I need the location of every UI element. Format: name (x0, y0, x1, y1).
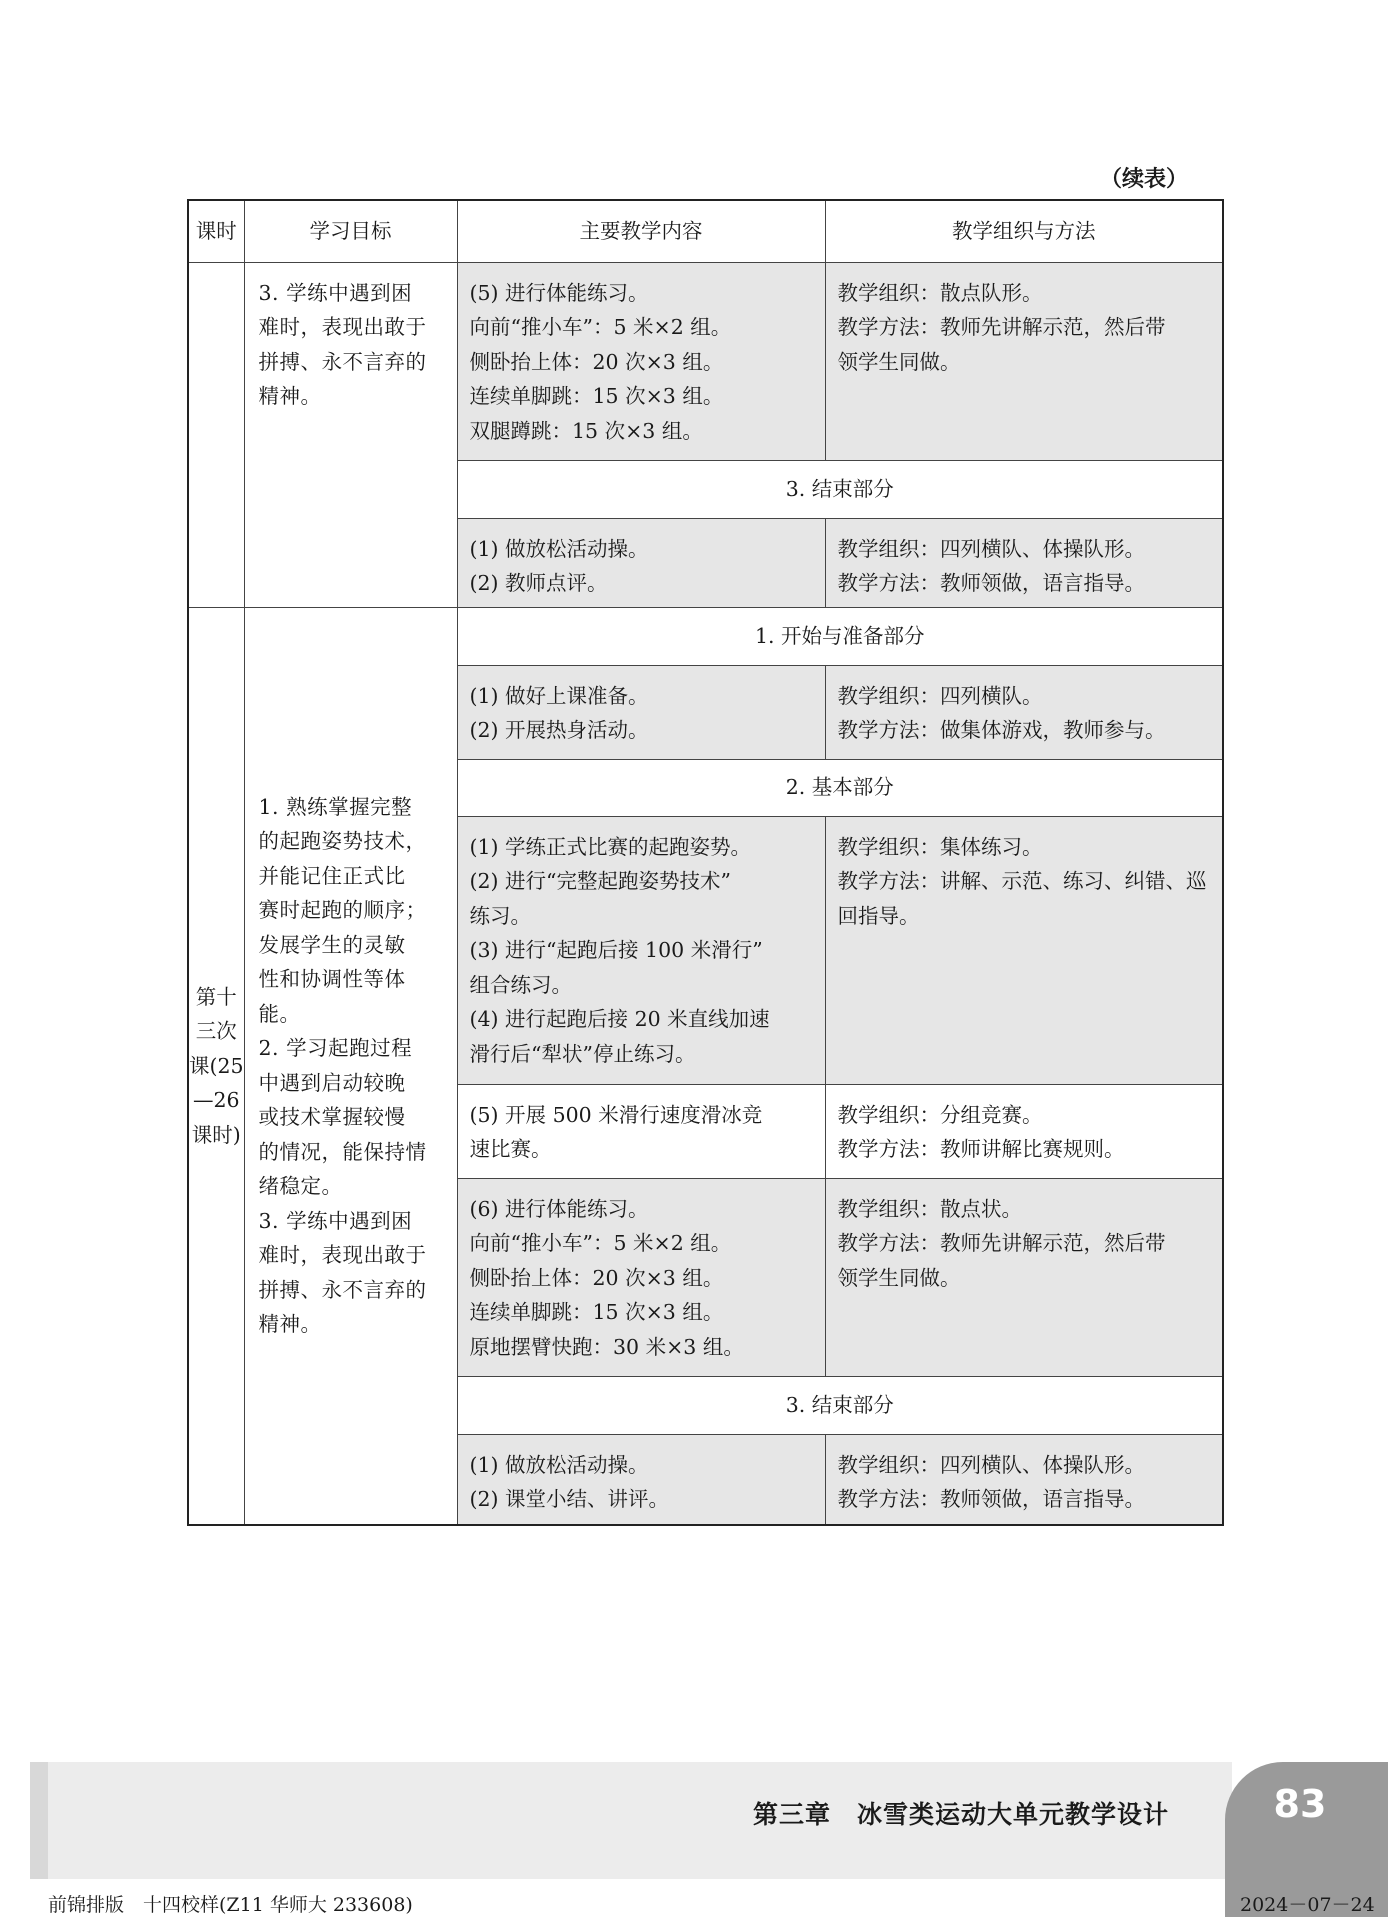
header-method: 教学组织与方法 (825, 200, 1223, 262)
content-cell: (1) 学练正式比赛的起跑姿势。 (2) 进行“完整起跑姿势技术” 练习。 (3) 进行“起跑后接 100 米滑行” 组合练习。 (4) 进行起跑后接 20 米直线加速 滑行后“犁状”停止练习。 (457, 816, 825, 1084)
content-cell: (6) 进行体能练习。 向前“推小车”：5 米×2 组。 侧卧抬上体：20 次×3 组。 连续单脚跳：15 次×3 组。 原地摆臂快跑：30 米×3 组。 (457, 1178, 825, 1376)
continued-label: （续表） (1100, 167, 1189, 192)
method-cell: 教学组织：四列横队、体操队形。 教学方法：教师领做，语言指导。 (825, 1434, 1223, 1525)
content-cell: (1) 做放松活动操。 (2) 教师点评。 (457, 518, 825, 607)
goals-cell: 1. 熟练掌握完整 的起跑姿势技术， 并能记住正式比 赛时起跑的顺序； 发展学生的灵敏 性和协调性等体 能。 2. 学习起跑过程 中遇到启动较晚 或技术掌握较慢 的情况，能保持情 绪稳定。 3. 学练中遇到困 难时，表现出敢于 拼搏、永不言弃的 精神。 (244, 607, 457, 1525)
header-goals: 学习目标 (244, 200, 457, 262)
footer-stripe (30, 1762, 48, 1879)
header-content: 主要教学内容 (457, 200, 825, 262)
table-row (188, 607, 1223, 665)
section-heading: 1. 开始与准备部分 (457, 607, 1223, 665)
lesson-name-cell: 第十 三次 课(25 —26 课时) (188, 607, 244, 1525)
print-info: 前锦排版 十四校样(Z11 华师大 233608) (48, 1894, 413, 1916)
content-cell: (5) 开展 500 米滑行速度滑冰竞 速比赛。 (457, 1084, 825, 1178)
table-row (188, 262, 1223, 460)
header-lesson: 课时 (188, 200, 244, 262)
goals-cell: 3. 学练中遇到困 难时，表现出敢于 拼搏、永不言弃的 精神。 (244, 262, 457, 607)
section-heading: 2. 基本部分 (457, 759, 1223, 816)
method-cell: 教学组织：四列横队。 教学方法：做集体游戏，教师参与。 (825, 665, 1223, 759)
content-cell: (1) 做好上课准备。 (2) 开展热身活动。 (457, 665, 825, 759)
content-cell: (1) 做放松活动操。 (2) 课堂小结、讲评。 (457, 1434, 825, 1525)
section-heading: 3. 结束部分 (457, 460, 1223, 518)
table-header-row (188, 200, 1223, 262)
method-cell: 教学组织：集体练习。 教学方法：讲解、示范、练习、纠错、巡 回指导。 (825, 816, 1223, 1084)
lesson-plan-table (187, 199, 1224, 1526)
page-number: 83 (1273, 1782, 1327, 1826)
method-cell: 教学组织：分组竞赛。 教学方法：教师讲解比赛规则。 (825, 1084, 1223, 1178)
lesson-cell-empty (188, 262, 244, 607)
section-heading: 3. 结束部分 (457, 1376, 1223, 1434)
content-cell: (5) 进行体能练习。 向前“推小车”：5 米×2 组。 侧卧抬上体：20 次×3 组。 连续单脚跳：15 次×3 组。 双腿蹲跳：15 次×3 组。 (457, 262, 825, 460)
method-cell: 教学组织：四列横队、体操队形。 教学方法：教师领做，语言指导。 (825, 518, 1223, 607)
print-date: 2024－07－24 (1240, 1894, 1375, 1916)
chapter-title: 第三章 冰雪类运动大单元教学设计 (753, 1800, 1170, 1829)
method-cell: 教学组织：散点状。 教学方法：教师先讲解示范，然后带 领学生同做。 (825, 1178, 1223, 1376)
method-cell: 教学组织：散点队形。 教学方法：教师先讲解示范，然后带 领学生同做。 (825, 262, 1223, 460)
